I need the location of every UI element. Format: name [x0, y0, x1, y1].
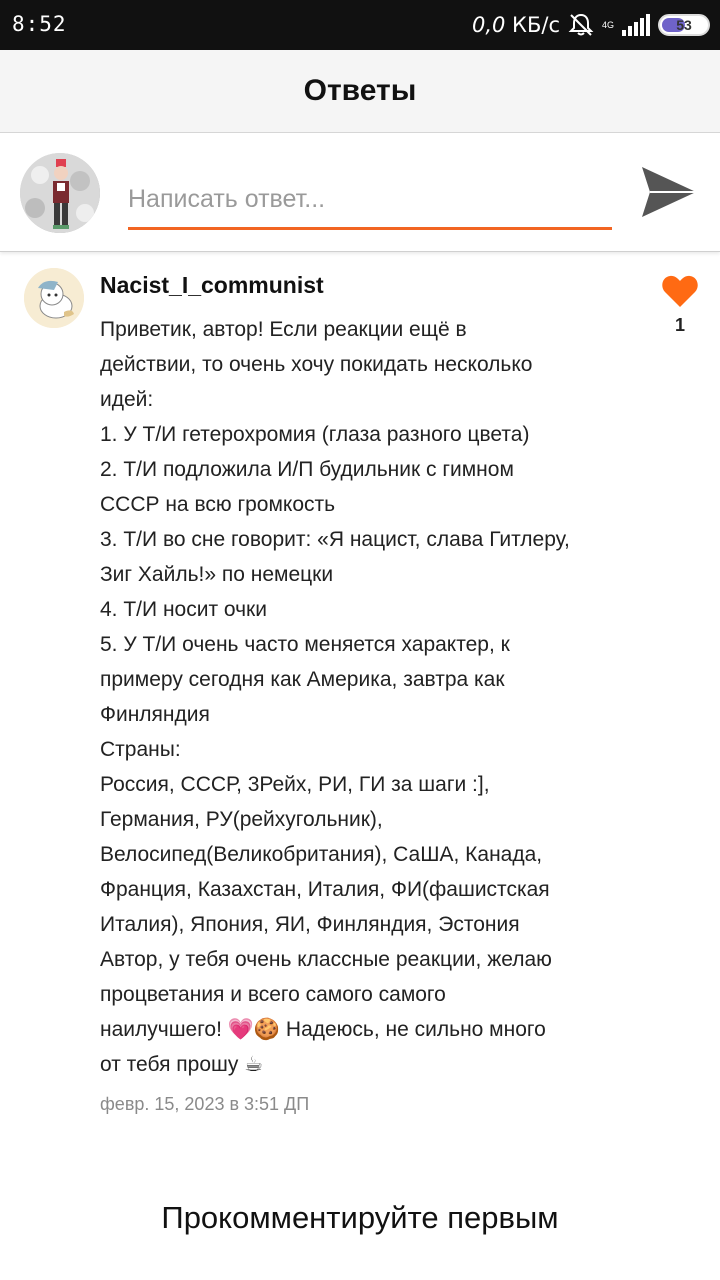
comment-line: Страны: [100, 738, 181, 761]
like-count: 1 [674, 315, 685, 335]
comment-line: Велосипед(Великобритания), СаША, Канада, [100, 843, 543, 866]
comment-line: процветания и всего самого самого [100, 983, 446, 1006]
comment-line: Зиг Хайль!» по немецки [100, 563, 334, 586]
reply-bar [0, 133, 720, 252]
comment-line: 3. Т/И во сне говорит: «Я нацист, слава Гитлеру, [100, 528, 570, 551]
network-type: 4G [601, 20, 614, 30]
comment-line: Автор, у тебя очень классные реакции, желаю [100, 948, 552, 971]
user-avatar[interactable] [20, 153, 100, 233]
comment-line: примеру сегодня как Америка, завтра как [100, 668, 505, 691]
comment-author[interactable]: Nacist_I_communist [100, 272, 324, 298]
comment-line: действии, то очень хочу покидать несколько [100, 353, 533, 376]
comment-author-avatar[interactable] [24, 268, 84, 328]
comment-line: Приветик, автор! Если реакции ещё в [100, 318, 467, 341]
status-right [472, 10, 710, 40]
comment-line: идей: [100, 388, 154, 411]
app-header [0, 50, 720, 133]
battery-icon [658, 14, 710, 36]
comment-line: 1. У Т/И гетерохромия (глаза разного цвета) [100, 423, 530, 446]
comment-line: СССР на всю громкость [100, 493, 336, 516]
bell-off-icon [568, 12, 594, 38]
like-button[interactable] [660, 274, 700, 336]
comment-date: февр. 15, 2023 в 3:51 ДП [100, 1094, 310, 1114]
comment-line: 2. Т/И подложила И/П будильник с гимном [100, 458, 514, 481]
comment-line: 5. У Т/И очень часто меняется характер, к [100, 633, 510, 656]
comment-line: Россия, СССР, 3Рейх, РИ, ГИ за шаги :], [100, 773, 490, 796]
send-icon[interactable] [640, 163, 698, 221]
reply-input[interactable] [128, 171, 612, 230]
signal-icon [622, 14, 650, 36]
comment-text [100, 312, 600, 1082]
battery-level: 53 [676, 17, 692, 33]
comment-line: Германия, РУ(рейхугольник), [100, 808, 383, 831]
comment-line: Финляндия [100, 703, 210, 726]
network-speed: 0,0 КБ/с [471, 13, 560, 37]
comment-line: наилучшего! 💗🍪 Надеюсь, не сильно много [100, 1018, 546, 1041]
empty-replies-note: Прокомментируйте первым [161, 1200, 559, 1235]
status-time: 8:52 [12, 12, 67, 36]
heart-icon[interactable] [661, 274, 699, 308]
avatar-image [24, 268, 84, 328]
avatar-image [20, 153, 100, 233]
comment-line: Италия), Япония, ЯИ, Финляндия, Эстония [100, 913, 520, 936]
comment-line: Франция, Казахстан, Италия, ФИ(фашистская [100, 878, 550, 901]
page-title: Ответы [303, 74, 417, 107]
comment-line: 4. Т/И носит очки [100, 598, 267, 621]
status-bar [0, 0, 720, 50]
comment-line: от тебя прошу ☕ [100, 1053, 264, 1076]
